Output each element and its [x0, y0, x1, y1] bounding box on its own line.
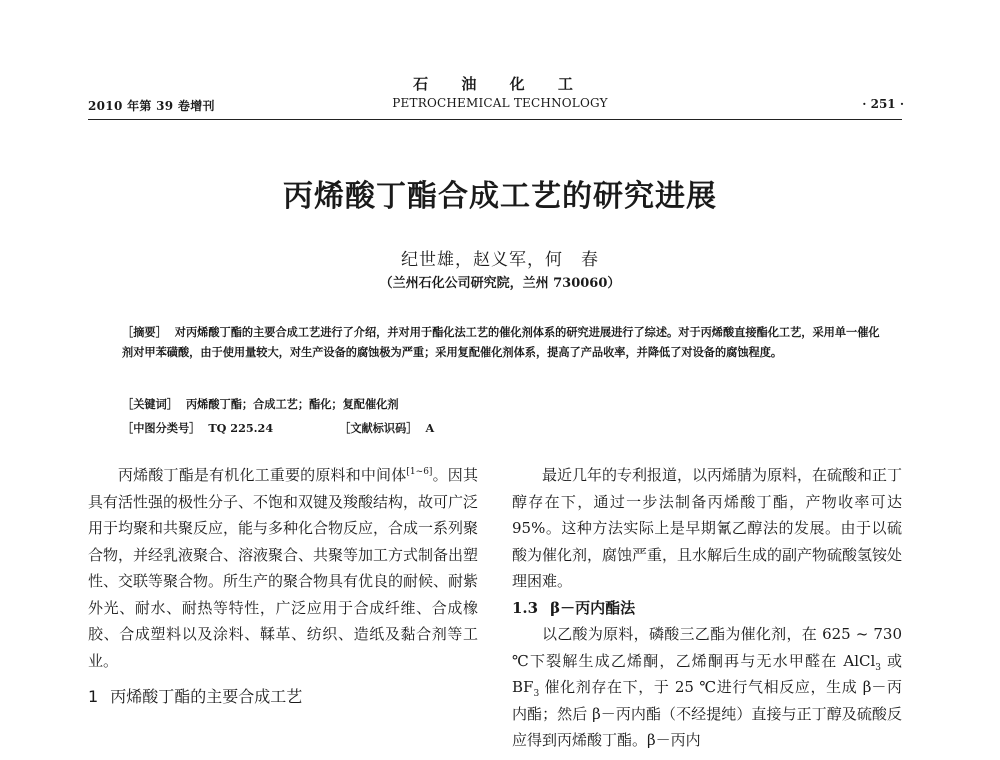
authors: 纪世雄，赵义军，何 春 [401, 250, 599, 270]
abstract-label: ［摘要］ [122, 325, 167, 339]
abstract-text: 对丙烯酸丁酯的主要合成工艺进行了介绍，并对用于酯化法工艺的催化剂体系的研究进展进行了综述。对于丙烯酸直接酯化工艺，采用单一催化剂对甲苯磺酸，由于使用量较大，对生产设备的腐蚀极为严重；采用复配催化剂体系，提高了产品收率，并降低了对设备的腐蚀程度。 [122, 325, 880, 359]
subscript: 3 [875, 662, 882, 673]
journal-title-en: PETROCHEMICAL TECHNOLOGY [392, 96, 608, 110]
keywords [122, 394, 882, 414]
subsection-heading [512, 595, 902, 622]
paragraph-text: 以乙酸为原料，磷酸三乙酯为催化剂，在 625 ~ 730 ℃下裂解生成乙烯酮，乙烯酮再与无水甲醛在 AlCl [512, 625, 902, 670]
paragraph-text: 。因其具有活性强的极性分子、不饱和双键及羧酸结构，故可广泛用于均聚和共聚反应，能与多种化合物反应，合成一系列聚合物，并经乳液聚合、溶液聚合、共聚等加工方式制备出塑性、交联等聚合物。所生产的聚合物具有优良的耐候、耐紫外光、耐水、耐热等特性，广泛应用于合成纤维、合成橡胶、合成塑料以及涂料、鞣革、纺织、造纸及黏合剂等工业。 [88, 466, 479, 670]
paragraph [512, 621, 902, 754]
subsection-number: 1.3 [512, 598, 539, 617]
right-column [512, 462, 902, 754]
left-column [88, 462, 478, 711]
header-rule [88, 119, 902, 120]
clc-value: TQ 225.24 [208, 421, 274, 435]
keywords-label: ［关键词］ [122, 397, 178, 411]
article-title: 丙烯酸丁酯合成工艺的研究进展 [283, 179, 717, 214]
doc-code-label: ［文献标识码］ [339, 421, 418, 435]
subscript: 3 [533, 689, 540, 699]
journal-title-cn: 石 油 化 工 [413, 75, 587, 93]
section-heading [88, 684, 478, 711]
paragraph [88, 462, 478, 674]
paragraph-text: 或 BF [512, 651, 902, 696]
section-title: 丙烯酸丁酯的主要合成工艺 [110, 687, 303, 706]
keywords-text: 丙烯酸丁酯；合成工艺；酯化；复配催化剂 [185, 397, 399, 411]
page-number: · 251 · [862, 97, 904, 111]
doc-code-value: A [425, 421, 435, 435]
issue-info: 2010 年第 39 卷增刊 [88, 99, 215, 113]
abstract [122, 322, 882, 362]
paragraph-text: 催化剂存在下，于 25 ℃进行气相反应，生成 β－丙内酯；然后 β－丙内酯（不经提纯）直接与正丁醇及硫酸反应得到丙烯酸丁酯。β－丙内 [512, 678, 902, 749]
classification [122, 418, 882, 438]
paragraph: 最近几年的专利报道，以丙烯腈为原料，在硫酸和正丁醇存在下，通过一步法制备丙烯酸丁酯，产物收率可达 95%。这种方法实际上是早期氰乙醇法的发展。由于以硫酸为催化剂，腐蚀严重，且水解后生成的副产物硫酸氢铵处理困难。 [512, 466, 903, 590]
paragraph-text: 丙烯酸丁酯是有机化工重要的原料和中间体 [118, 466, 407, 484]
subsection-title: β－丙内酯法 [550, 598, 636, 617]
citation: [1~6] [406, 467, 433, 477]
affiliation: （兰州石化公司研究院，兰州 730060） [379, 276, 621, 291]
clc-label: ［中图分类号］ [122, 421, 201, 435]
section-number: 1 [88, 687, 99, 706]
